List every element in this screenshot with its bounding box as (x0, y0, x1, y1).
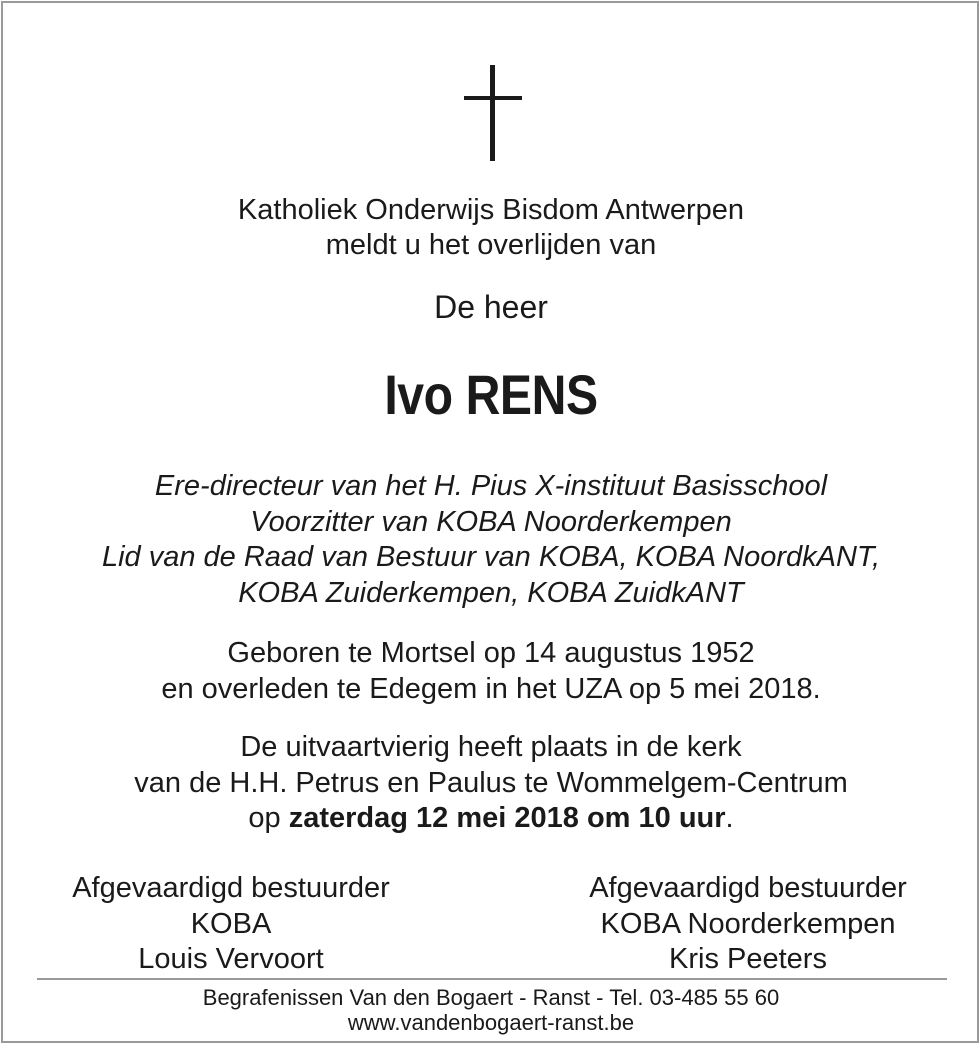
signature-right (548, 871, 948, 978)
divider (37, 978, 947, 980)
funeral-prefix: op (248, 802, 289, 834)
funeral-datetime: zaterdag 12 mei 2018 om 10 uur (288, 802, 726, 834)
honorific-title: De heer (434, 289, 548, 325)
life-dates (3, 636, 979, 707)
signature-name: Kris Peeters (669, 943, 827, 975)
signature-org: KOBA Noorderkempen (600, 907, 896, 940)
funeral-line-1: De uitvaartvierig heeft plaats in de kerk (240, 731, 742, 763)
signature-role: Afgevaardigd bestuurder (72, 872, 390, 904)
funeral-line-2: van de H.H. Petrus en Paulus te Wommelgem-Centrum (134, 766, 848, 799)
death-line: en overleden te Edegem in het UZA op 5 mei 2018. (161, 672, 821, 705)
obituary-card (1, 1, 979, 1043)
functions-list (3, 469, 979, 611)
funeral-home-website[interactable]: www.vandenbogaert-ranst.be (347, 1010, 635, 1035)
funeral-suffix: . (725, 802, 734, 834)
signature-org: KOBA (190, 907, 272, 940)
signature-name: Louis Vervoort (138, 943, 324, 975)
signature-left (31, 871, 431, 978)
signature-role: Afgevaardigd bestuurder (589, 872, 907, 904)
announcement-organization: Katholiek Onderwijs Bisdom Antwerpen (237, 194, 745, 226)
birth-line: Geboren te Mortsel op 14 augustus 1952 (227, 637, 755, 669)
funeral-line-3 (3, 801, 979, 837)
cross-icon (464, 65, 522, 161)
function-line: Ere-directeur van het H. Pius X-instituut Basisschool (154, 470, 828, 502)
funeral-info (3, 730, 979, 837)
function-line: Lid van de Raad van Bestuur van KOBA, KOBA NoordkANT, (101, 541, 881, 573)
function-line: Voorzitter van KOBA Noorderkempen (250, 505, 732, 538)
function-line: KOBA Zuiderkempen, KOBA ZuidkANT (238, 576, 744, 609)
announcement-text: meldt u het overlijden van (325, 229, 657, 261)
deceased-name: Ivo RENS (384, 363, 598, 426)
announcement (3, 193, 979, 263)
funeral-home-info: Begrafenissen Van den Bogaert - Ranst - Tel. 03-485 55 60 (202, 985, 780, 1010)
